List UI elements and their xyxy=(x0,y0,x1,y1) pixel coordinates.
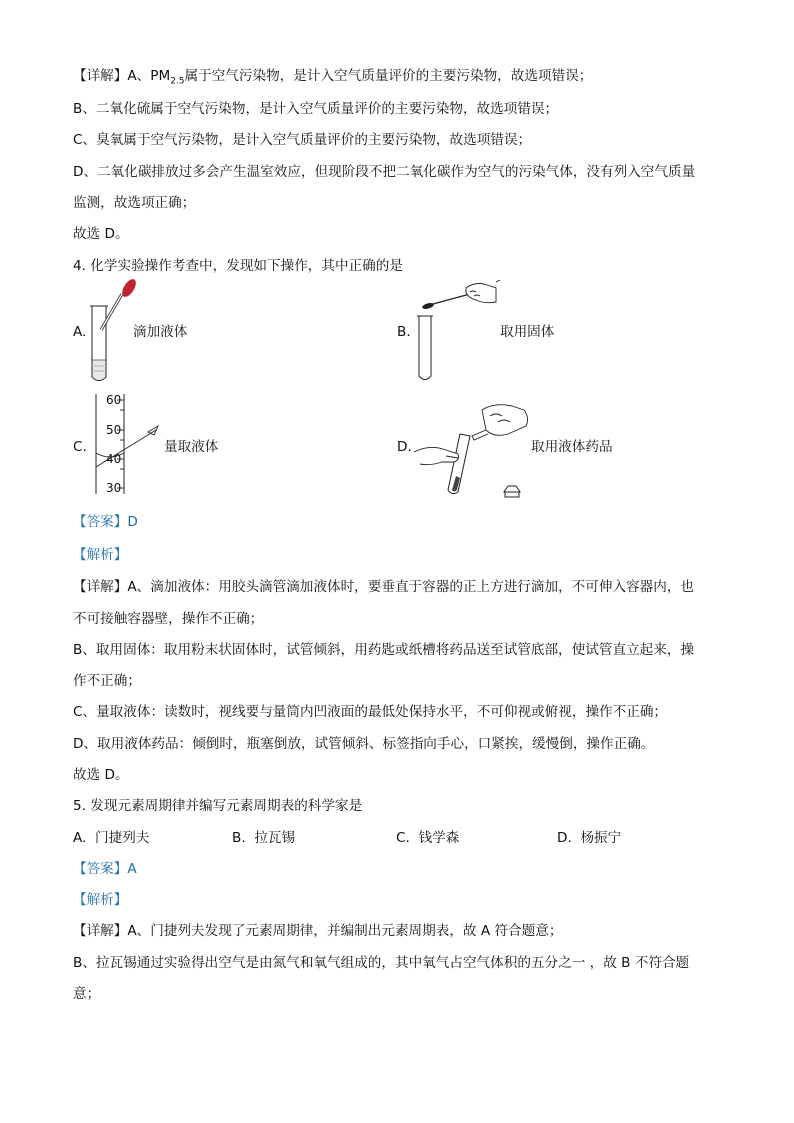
measuring-cylinder-figure xyxy=(88,390,170,496)
q5-detail-line: 意； xyxy=(73,986,101,1002)
cylinder-tick-40: 40 xyxy=(106,452,122,466)
q4-option-c-text: 量取液体 xyxy=(164,439,219,455)
cylinder-scale xyxy=(117,400,124,488)
pour-liquid-figure xyxy=(412,396,536,502)
sight-line xyxy=(96,430,156,467)
q5-analysis-label: 【解析】 xyxy=(73,892,128,908)
spoon-test-tube-figure xyxy=(410,280,502,386)
q4-detail-line: 不可接触容器壁，操作不正确； xyxy=(73,611,264,627)
test-tube-b xyxy=(417,316,433,380)
q4-option-a-text: 滴加液体 xyxy=(133,324,188,340)
q4-option-b-text: 取用固体 xyxy=(500,324,555,340)
q4-option-b-letter: B. xyxy=(397,324,411,340)
q4-detail-line: C、量取液体：读数时，视线要与量筒内凹液面的最低处保持水平，不可仰视或俯视，操作不正确； xyxy=(73,704,668,720)
q4-option-d-text: 取用液体药品 xyxy=(531,439,613,455)
cylinder-tick-50: 50 xyxy=(106,423,122,437)
q5-detail-line: 【详解】A、门捷列夫发现了元素周期律，并编制出元素周期表，故 A 符合题意； xyxy=(73,923,563,939)
liquid-a xyxy=(93,360,106,380)
cylinder-tick-60: 60 xyxy=(106,393,122,407)
q4-detail-line: 【详解】A、滴加液体：用胶头滴管滴加液体时，要垂直于容器的正上方进行滴加，不可伸入容器内，也 xyxy=(73,579,695,595)
spoon-icon xyxy=(422,294,470,310)
dropper-test-tube-figure xyxy=(85,278,145,386)
q4-answer: 【答案】D xyxy=(73,514,138,530)
cylinder-tick-30: 30 xyxy=(106,481,122,495)
q3-detail-d-line1: D、二氧化碳排放过多会产生温室效应，但现阶段不把二氧化碳作为空气的污染气体，没有列入空气质量 xyxy=(73,164,696,180)
reagent-bottle-icon xyxy=(472,405,528,440)
q3-conclusion: 故选 D。 xyxy=(73,226,129,242)
q4-option-c-letter: C. xyxy=(73,439,87,455)
q4-stem: 4. 化学实验操作考查中，发现如下操作，其中正确的是 xyxy=(73,258,403,274)
q3-detail-c: C、臭氧属于空气污染物，是计入空气质量评价的主要污染物，故选项错误； xyxy=(73,132,532,148)
q4-conclusion: 故选 D。 xyxy=(73,767,129,783)
q5-answer: 【答案】A xyxy=(73,861,137,877)
q3-detail-a: 【详解】A、$PM_{2.5}$属于空气污染物，是计入空气质量评价的主要污染物，故选项错误； xyxy=(73,68,593,87)
hand-holding-icon xyxy=(414,447,459,464)
q5-option-b: B. 拉瓦锡 xyxy=(232,830,296,846)
q5-option-d: D. 杨振宁 xyxy=(557,830,622,846)
q5-stem: 5. 发现元素周期律并编写元素周期表的科学家是 xyxy=(73,798,363,814)
q4-option-a-letter: A. xyxy=(73,324,87,340)
hand-icon xyxy=(466,280,500,303)
test-tube-d xyxy=(448,434,470,494)
q4-detail-line: 作不正确； xyxy=(73,673,141,689)
q4-detail-line: D、取用液体药品：倾倒时，瓶塞倒放，试管倾斜、标签指向手心，口紧挨，缓慢倒，操作正确。 xyxy=(73,736,655,752)
q5-detail-line: B、拉瓦锡通过实验得出空气是由氮气和氧气组成的，其中氧气占空气体积的五分之一 ，故 B 不符合题 xyxy=(73,955,690,971)
q3-detail-d-line2: 监测，故选项正确； xyxy=(73,195,196,211)
q4-analysis-label: 【解析】 xyxy=(73,547,128,563)
q5-option-a: A. 门捷列夫 xyxy=(73,830,150,846)
q5-option-c: C. 钱学森 xyxy=(396,830,460,846)
q4-detail-line: B、取用固体：取用粉末状固体时，试管倾斜，用药匙或纸槽将药品送至试管底部，使试管直立起来，操 xyxy=(73,642,695,658)
stopper-icon xyxy=(504,486,520,497)
dropper-icon xyxy=(101,278,139,330)
q3-detail-b: B、二氧化硫属于空气污染物，是计入空气质量评价的主要污染物，故选项错误； xyxy=(73,101,559,117)
q4-option-d-letter: D. xyxy=(397,439,412,455)
